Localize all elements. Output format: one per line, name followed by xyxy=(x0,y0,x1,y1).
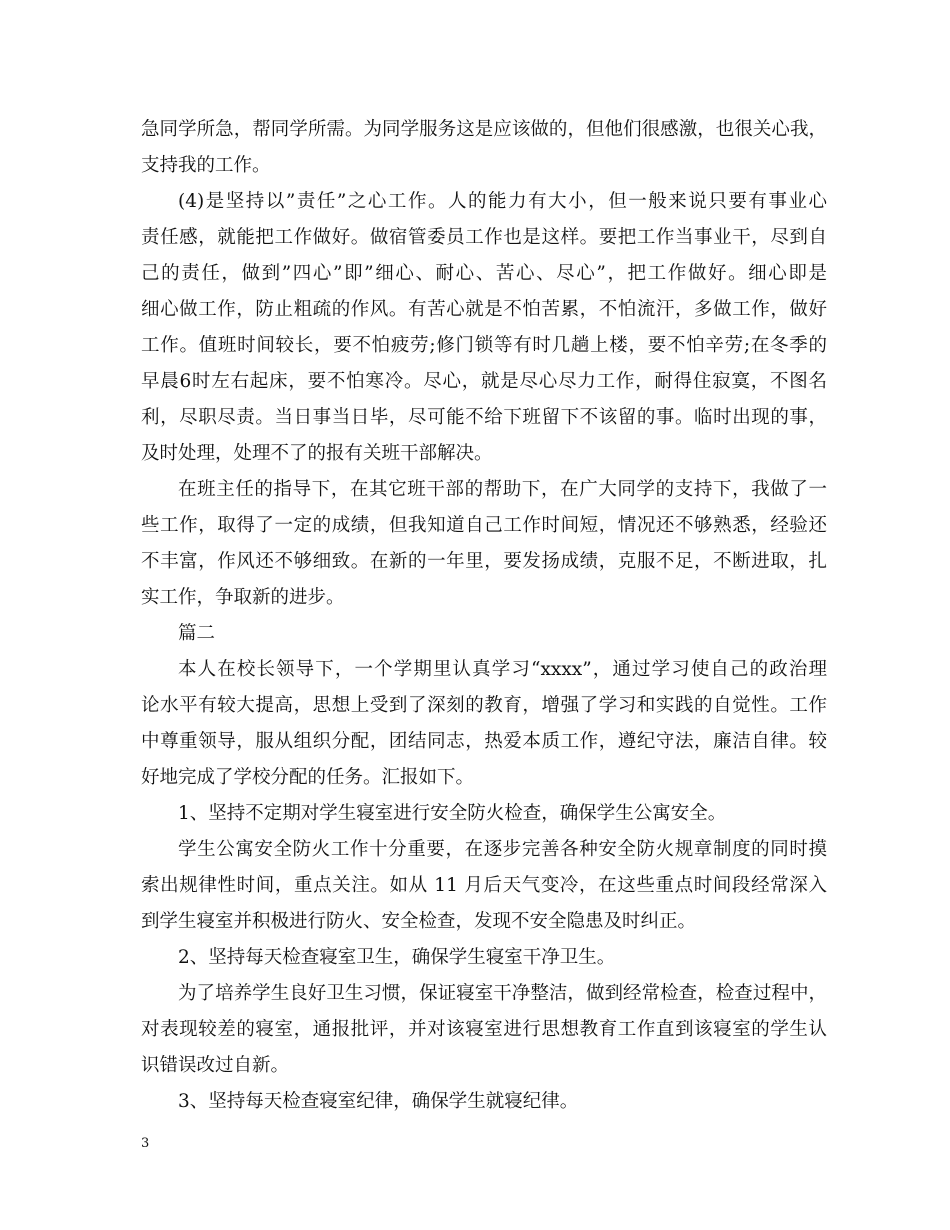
text-line: 为了培养学生良好卫生习惯，保证寝室干净整洁，做到经常检查，检查过程中， xyxy=(178,983,827,1004)
text-line: 本人在校长领导下，一个学期里认真学习“xxxx”，通过学习使自己的政治理 xyxy=(178,659,827,680)
text-line: 对表现较差的寝室，通报批评，并对该寝室进行思想教育工作直到该寝室的学生认 xyxy=(141,1019,827,1040)
text-line: 利，尽职尽责。当日事当日毕，尽可能不给下班留下不该留的事。临时出现的事， xyxy=(141,407,827,428)
text-line: 实工作，争取新的进步。 xyxy=(141,587,345,608)
text-line: 支持我的工作。 xyxy=(141,155,271,176)
text-line: 己的责任，做到”四心”即”细心、耐心、苦心、尽心”，把工作做好。细心即是 xyxy=(141,263,827,284)
text-line: 3、坚持每天检查寝室纪律，确保学生就寝纪律。 xyxy=(178,1091,579,1112)
page-number: 3 xyxy=(141,1136,150,1151)
text-line: 工作。值班时间较长，要不怕疲劳;修门锁等有时几趟上楼，要不怕辛劳;在冬季的 xyxy=(141,335,827,356)
text-line: 1、坚持不定期对学生寝室进行安全防火检查，确保学生公寓安全。 xyxy=(178,803,727,824)
text-line: 不丰富，作风还不够细致。在新的一年里，要发扬成绩，克服不足，不断进取，扎 xyxy=(141,551,827,572)
text-line: 细心做工作，防止粗疏的作风。有苦心就是不怕苦累，不怕流汗，多做工作，做好 xyxy=(141,299,827,320)
text-line: 好地完成了学校分配的任务。汇报如下。 xyxy=(141,767,475,788)
text-line: (4)是坚持以”责任”之心工作。人的能力有大小，但一般来说只要有事业心 xyxy=(178,191,827,212)
text-line: 识错误改过自新。 xyxy=(141,1055,290,1076)
text-line: 到学生寝室并积极进行防火、安全检查，发现不安全隐患及时纠正。 xyxy=(141,911,697,932)
text-line: 及时处理，处理不了的报有关班干部解决。 xyxy=(141,443,493,464)
text-line: 责任感，就能把工作做好。做宿管委员工作也是这样。要把工作当事业干，尽到自 xyxy=(141,227,827,248)
text-line: 早晨6时左右起床，要不怕寒冷。尽心，就是尽心尽力工作，耐得住寂寞，不图名 xyxy=(141,371,827,392)
text-line: 索出规律性时间，重点关注。如从 11 月后天气变冷，在这些重点时间段经常深入 xyxy=(141,875,827,896)
text-line: 学生公寓安全防火工作十分重要，在逐步完善各种安全防火规章制度的同时摸 xyxy=(178,839,827,860)
text-line: 急同学所急，帮同学所需。为同学服务这是应该做的，但他们很感激，也很关心我， xyxy=(141,119,827,140)
section-heading: 篇二 xyxy=(178,623,216,644)
text-line: 2、坚持每天检查寝室卫生，确保学生寝室干净卫生。 xyxy=(178,947,616,968)
text-line: 在班主任的指导下，在其它班干部的帮助下，在广大同学的支持下，我做了一 xyxy=(178,479,827,500)
text-line: 中尊重领导，服从组织分配，团结同志，热爱本质工作，遵纪守法，廉洁自律。较 xyxy=(141,731,827,752)
text-line: 论水平有较大提高，思想上受到了深刻的教育，增强了学习和实践的自觉性。工作 xyxy=(141,695,827,716)
text-line: 些工作，取得了一定的成绩，但我知道自己工作时间短，情况还不够熟悉，经验还 xyxy=(141,515,827,536)
document-body xyxy=(141,112,827,1120)
